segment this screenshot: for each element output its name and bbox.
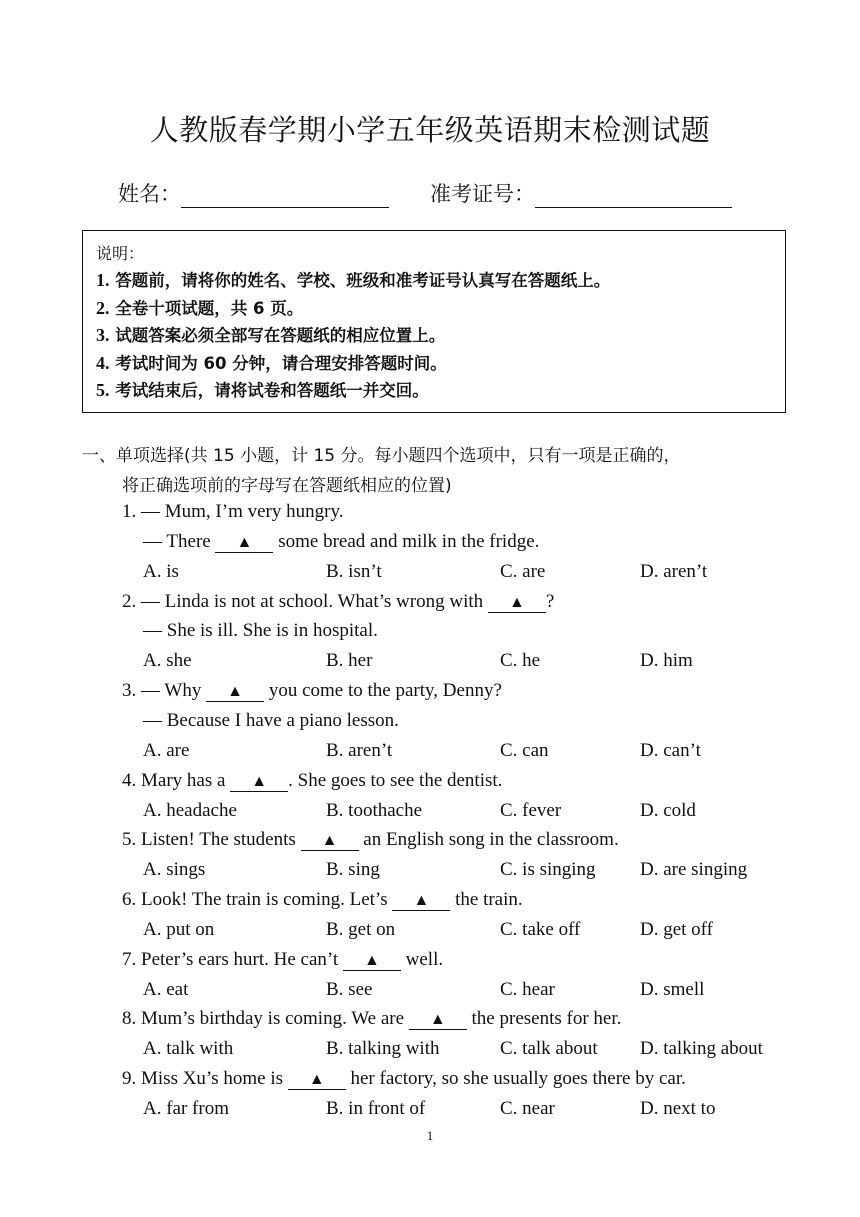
answer-option: A. headache: [143, 799, 237, 821]
answer-option: C. can: [500, 739, 549, 761]
answer-option: C. he: [500, 650, 541, 672]
instruction-text: 全卷十项试题，共 6 页。: [109, 298, 304, 318]
question-text: her factory, so she usually goes there by car.: [345, 1068, 686, 1090]
answer-option: D. can’t: [640, 739, 701, 761]
answer-option: D. get off: [640, 918, 713, 940]
question-stem: [122, 948, 443, 972]
question-stem: [122, 1007, 621, 1031]
answer-option: A. far from: [143, 1098, 229, 1119]
question-text: 8. Mum’s birthday is coming. We are: [122, 1008, 405, 1030]
answer-option: B. talking with: [326, 1038, 440, 1060]
answer-blank: ▲: [215, 533, 273, 553]
question-stem: [122, 590, 554, 614]
instruction-item: [96, 322, 773, 350]
answer-option: C. talk about: [500, 1038, 598, 1060]
instruction-item: [96, 267, 773, 295]
answer-option: C. fever: [500, 799, 562, 821]
question-stem: [122, 1067, 686, 1091]
answer-option: B. get on: [326, 918, 396, 940]
section-heading: 一、单项选择(共 15 小题，计 15 分。每小题四个选项中，只有一项是正确的，: [82, 446, 681, 466]
exam-title: 人教版春学期小学五年级英语期末检测试题: [149, 113, 711, 147]
answer-option: D. aren’t: [640, 560, 708, 582]
answer-option: A. are: [143, 739, 190, 761]
answer-option: D. are singing: [640, 859, 748, 881]
question-dialog-line: [143, 619, 378, 643]
answer-option: A. is: [143, 560, 179, 582]
question-stem: [122, 679, 502, 703]
answer-option: D. next to: [640, 1098, 716, 1119]
answer-option: D. smell: [640, 978, 705, 1000]
instruction-number: 1.: [96, 270, 110, 290]
answer-option: B. in front of: [326, 1098, 426, 1119]
instructions-box: [82, 230, 786, 413]
question-text: the presents for her.: [466, 1008, 622, 1030]
question-dialog-line: [143, 530, 539, 554]
instruction-text: 试题答案必须全部写在答题纸的相应位置上。: [109, 326, 446, 346]
question-stem: [122, 828, 619, 852]
question-stem: [122, 769, 502, 793]
instruction-number: 4.: [96, 352, 110, 373]
question-text: you come to the party, Denny?: [264, 680, 502, 702]
question-text: well.: [400, 948, 444, 970]
page-number: 1: [426, 1128, 434, 1143]
answer-option: C. hear: [500, 978, 555, 1000]
name-field-row: [118, 178, 389, 208]
answer-option: D. him: [640, 650, 693, 672]
answer-option: B. sing: [326, 859, 380, 881]
question-text: . She goes to see the dentist.: [288, 769, 503, 791]
exam-id-label: 准考证号：: [430, 182, 535, 206]
question-dialog-line: [143, 709, 399, 733]
answer-blank: ▲: [206, 682, 264, 702]
question-text: 6. Look! The train is coming. Let’s: [122, 889, 388, 911]
answer-blank: ▲: [343, 951, 401, 971]
instruction-number: 5.: [96, 380, 110, 401]
answer-option: A. she: [143, 650, 192, 672]
section-heading-continued: 将正确选项前的字母写在答题纸相应的位置): [122, 476, 452, 496]
answer-option: A. eat: [143, 978, 189, 1000]
name-underline: [181, 185, 389, 208]
question-text: an English song in the classroom.: [358, 829, 619, 851]
instruction-text: 考试结束后，请将试卷和答题纸一并交回。: [109, 381, 429, 401]
question-text: 3. — Why: [122, 680, 202, 702]
question-stem: [122, 500, 343, 524]
question-text: — She is ill. She is in hospital.: [143, 620, 378, 642]
answer-option: B. toothache: [326, 799, 423, 821]
question-text: — Because I have a piano lesson.: [143, 709, 399, 731]
answer-option: D. talking about: [640, 1038, 763, 1060]
answer-option: A. sings: [143, 859, 206, 881]
answer-option: C. is singing: [500, 859, 596, 881]
instructions-list: [96, 267, 773, 405]
question-text: — There: [143, 530, 211, 552]
exam-id-field-row: [430, 178, 732, 208]
answer-option: C. near: [500, 1098, 555, 1119]
question-text: 5. Listen! The students: [122, 829, 296, 851]
instruction-number: 2.: [96, 297, 110, 318]
answer-option: A. put on: [143, 918, 215, 940]
answer-blank: ▲: [488, 593, 546, 613]
answer-blank: ▲: [392, 891, 450, 911]
instruction-text: 考试时间为 60 分钟，请合理安排答题时间。: [109, 353, 447, 373]
instruction-item: [96, 350, 773, 378]
answer-blank: ▲: [230, 772, 288, 792]
exam-id-underline: [535, 185, 732, 208]
question-text: ?: [545, 590, 555, 612]
answer-option: B. aren’t: [326, 739, 393, 761]
question-text: 1. — Mum, I’m very hungry.: [122, 501, 344, 522]
instructions-heading: 说明：: [96, 244, 145, 263]
answer-blank: ▲: [409, 1010, 467, 1030]
instruction-number: 3.: [96, 325, 110, 346]
question-text: 2. — Linda is not at school. What’s wrong with: [122, 590, 484, 612]
question-text: 4. Mary has a: [122, 769, 226, 791]
instruction-text: 答题前，请将你的姓名、学校、班级和准考证号认真写在答题纸上。: [109, 271, 611, 290]
answer-option: D. cold: [640, 799, 696, 821]
answer-option: B. isn’t: [326, 560, 382, 582]
question-text: the train.: [450, 889, 523, 911]
question-text: 9. Miss Xu’s home is: [122, 1068, 283, 1090]
answer-option: A. talk with: [143, 1038, 234, 1060]
answer-blank: ▲: [288, 1070, 346, 1090]
question-text: some bread and milk in the fridge.: [273, 530, 540, 552]
instruction-item: [96, 295, 773, 323]
question-text: 7. Peter’s ears hurt. He can’t: [122, 948, 339, 970]
answer-blank: ▲: [301, 831, 359, 851]
answer-option: C. take off: [500, 918, 581, 940]
answer-option: C. are: [500, 560, 546, 582]
answer-option: B. see: [326, 978, 373, 1000]
question-stem: [122, 888, 523, 912]
answer-option: B. her: [326, 650, 373, 672]
instruction-item: [96, 377, 773, 405]
name-label: 姓名：: [118, 182, 181, 206]
